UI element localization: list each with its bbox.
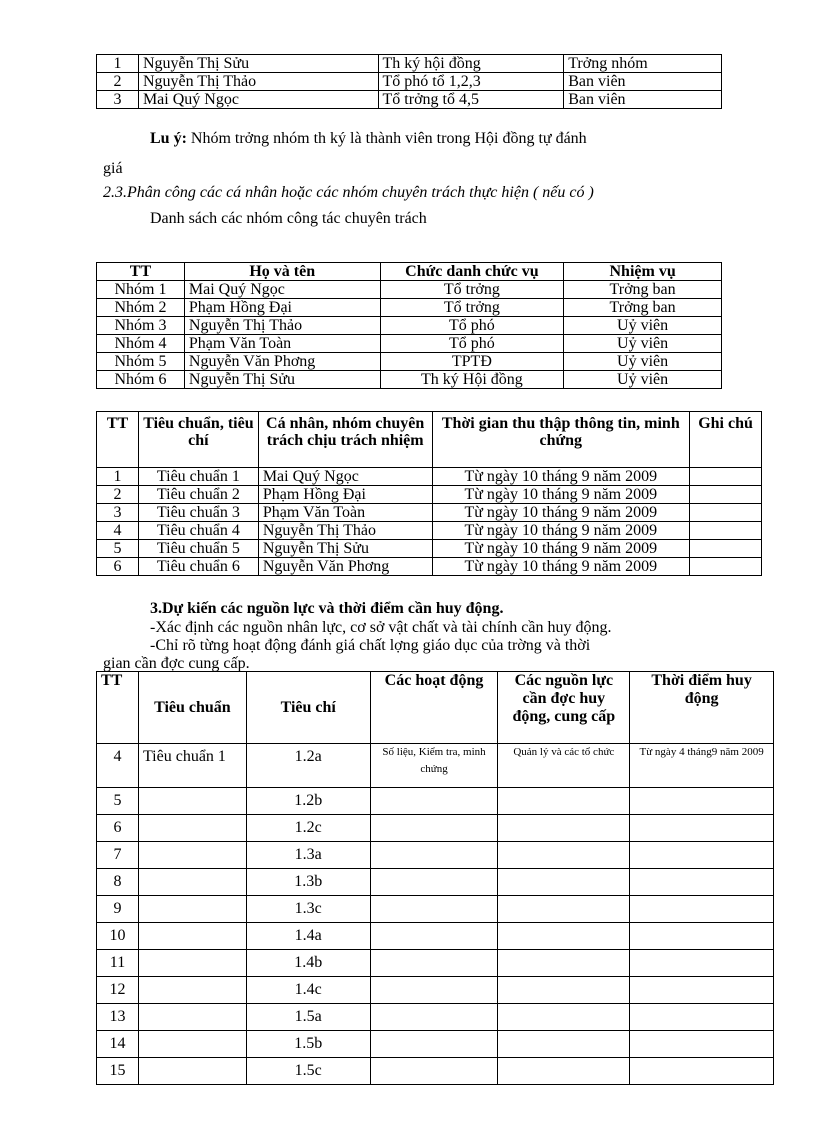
resources-table — [96, 671, 774, 1085]
row-number: 3 — [97, 504, 139, 522]
member-position: Tổ phó tổ 1,2,3 — [378, 73, 564, 91]
section-3-line1: -Xác định các nguồn nhân lực, cơ sở vật chất và tài chính cần huy động. — [150, 619, 612, 636]
column-header: Ghi chú — [690, 412, 762, 468]
standard-name — [138, 1004, 246, 1031]
member-position: Tổ trởng tổ 4,5 — [378, 91, 564, 109]
column-header: TT — [97, 672, 139, 744]
criterion: 1.3c — [246, 896, 370, 923]
standard-name — [138, 1058, 246, 1085]
table-row — [97, 558, 762, 576]
note-cell — [690, 486, 762, 504]
row-number: 12 — [97, 977, 139, 1004]
responsible-person: Nguyễn Thị Thảo — [258, 522, 432, 540]
column-header: Các hoạt động — [370, 672, 498, 744]
resources — [498, 896, 630, 923]
group-name: Nguyễn Thị Sửu — [184, 371, 380, 389]
note-cell — [690, 522, 762, 540]
groups-table — [96, 262, 722, 389]
standard-name — [138, 896, 246, 923]
criterion: 1.3b — [246, 869, 370, 896]
group-name: Nguyễn Thị Thảo — [184, 317, 380, 335]
group-position: Th ký Hội đồng — [380, 371, 564, 389]
column-header: TT — [97, 263, 185, 281]
group-position: Tổ trởng — [380, 299, 564, 317]
activities — [370, 1058, 498, 1085]
standard-name — [138, 977, 246, 1004]
column-header: Tiêu chuẩn — [138, 672, 246, 744]
group-position: Tổ trởng — [380, 281, 564, 299]
row-number: 7 — [97, 842, 139, 869]
section-2-3-heading: 2.3.Phân công các cá nhân hoặc các nhóm chuyên trách thực hiện ( nếu có ) — [103, 184, 594, 201]
table-row — [97, 950, 774, 977]
note-cell — [690, 504, 762, 522]
resources — [498, 923, 630, 950]
standards-table — [96, 411, 762, 576]
row-number: 10 — [97, 923, 139, 950]
mobilization-time — [630, 1058, 774, 1085]
standard-name — [138, 842, 246, 869]
row-number: 11 — [97, 950, 139, 977]
activities — [370, 842, 498, 869]
activities — [370, 923, 498, 950]
standard-name — [138, 788, 246, 815]
responsible-person: Phạm Văn Toàn — [258, 504, 432, 522]
criterion: 1.5c — [246, 1058, 370, 1085]
member-role: Ban viên — [564, 91, 722, 109]
resources — [498, 1004, 630, 1031]
activities — [370, 977, 498, 1004]
column-header: Thời gian thu thập thông tin, minh chứng — [432, 412, 690, 468]
collection-time: Từ ngày 10 tháng 9 năm 2009 — [432, 504, 690, 522]
note-label: Lu ý: — [150, 130, 187, 147]
row-number: 1 — [97, 55, 139, 73]
group-duty: Uỷ viên — [564, 335, 722, 353]
table-row — [97, 73, 722, 91]
criterion: 1.5a — [246, 1004, 370, 1031]
row-number: 3 — [97, 91, 139, 109]
table-row — [97, 1004, 774, 1031]
row-number: 4 — [97, 744, 139, 788]
row-number: 6 — [97, 815, 139, 842]
standard-name: Tiêu chuẩn 3 — [138, 504, 258, 522]
table-row — [97, 91, 722, 109]
member-name: Mai Quý Ngọc — [138, 91, 378, 109]
table-row — [97, 1031, 774, 1058]
activities — [370, 1031, 498, 1058]
table-row — [97, 55, 722, 73]
collection-time: Từ ngày 10 tháng 9 năm 2009 — [432, 558, 690, 576]
standard-name: Tiêu chuẩn 5 — [138, 540, 258, 558]
table-row — [97, 896, 774, 923]
activities — [370, 950, 498, 977]
row-number: 2 — [97, 486, 139, 504]
activities — [370, 869, 498, 896]
mobilization-time — [630, 788, 774, 815]
group-duty: Trởng ban — [564, 281, 722, 299]
table-row — [97, 317, 722, 335]
standard-name: Tiêu chuẩn 1 — [138, 468, 258, 486]
row-number: 1 — [97, 468, 139, 486]
row-number: 13 — [97, 1004, 139, 1031]
mobilization-time — [630, 950, 774, 977]
mobilization-time — [630, 1031, 774, 1058]
table-row — [97, 977, 774, 1004]
mobilization-time: Từ ngày 4 tháng9 năm 2009 — [630, 744, 774, 788]
group-position: Tổ phó — [380, 335, 564, 353]
table-row — [97, 371, 722, 389]
note-continuation: giá — [103, 160, 123, 177]
mobilization-time — [630, 896, 774, 923]
group-name: Mai Quý Ngọc — [184, 281, 380, 299]
responsible-person: Phạm Hồng Đại — [258, 486, 432, 504]
activities — [370, 815, 498, 842]
column-header: Tiêu chí — [246, 672, 370, 744]
row-number: 2 — [97, 73, 139, 91]
member-position: Th ký hội đồng — [378, 55, 564, 73]
group-duty: Uỷ viên — [564, 371, 722, 389]
column-header: Các nguồn lực cần đợc huy động, cung cấp — [498, 672, 630, 744]
column-header: Nhiệm vụ — [564, 263, 722, 281]
row-number: 5 — [97, 788, 139, 815]
table-row — [97, 281, 722, 299]
group-name: Nguyễn Văn Phơng — [184, 353, 380, 371]
group-name: Phạm Văn Toàn — [184, 335, 380, 353]
row-number: 8 — [97, 869, 139, 896]
criterion: 1.5b — [246, 1031, 370, 1058]
responsible-person: Nguyễn Văn Phơng — [258, 558, 432, 576]
mobilization-time — [630, 815, 774, 842]
group-id: Nhóm 3 — [97, 317, 185, 335]
column-header: TT — [97, 412, 139, 468]
note-paragraph — [150, 130, 587, 148]
group-name: Phạm Hồng Đại — [184, 299, 380, 317]
table-row — [97, 522, 762, 540]
collection-time: Từ ngày 10 tháng 9 năm 2009 — [432, 486, 690, 504]
column-header: Chức danh chức vụ — [380, 263, 564, 281]
table-row — [97, 504, 762, 522]
collection-time: Từ ngày 10 tháng 9 năm 2009 — [432, 522, 690, 540]
column-header: Họ và tên — [184, 263, 380, 281]
resources — [498, 950, 630, 977]
note-cell — [690, 558, 762, 576]
standard-name: Tiêu chuẩn 1 — [138, 744, 246, 788]
criterion: 1.4c — [246, 977, 370, 1004]
note-cell — [690, 540, 762, 558]
resources — [498, 788, 630, 815]
table-row — [97, 869, 774, 896]
row-number: 9 — [97, 896, 139, 923]
collection-time: Từ ngày 10 tháng 9 năm 2009 — [432, 468, 690, 486]
standard-name: Tiêu chuẩn 4 — [138, 522, 258, 540]
group-id: Nhóm 6 — [97, 371, 185, 389]
criterion: 1.4b — [246, 950, 370, 977]
table-row — [97, 788, 774, 815]
table-row — [97, 1058, 774, 1085]
mobilization-time — [630, 923, 774, 950]
resources — [498, 1031, 630, 1058]
resources — [498, 815, 630, 842]
row-number: 14 — [97, 1031, 139, 1058]
mobilization-time — [630, 1004, 774, 1031]
row-number: 6 — [97, 558, 139, 576]
column-header: Tiêu chuẩn, tiêu chí — [138, 412, 258, 468]
table-row — [97, 299, 722, 317]
group-position: Tổ phó — [380, 317, 564, 335]
activities — [370, 1004, 498, 1031]
mobilization-time — [630, 869, 774, 896]
member-role: Trởng nhóm — [564, 55, 722, 73]
criterion: 1.4a — [246, 923, 370, 950]
member-name: Nguyễn Thị Thảo — [138, 73, 378, 91]
table-row — [97, 815, 774, 842]
responsible-person: Mai Quý Ngọc — [258, 468, 432, 486]
standard-name: Tiêu chuẩn 2 — [138, 486, 258, 504]
section-3-heading: 3.Dự kiến các nguồn lực và thời điểm cần huy động. — [150, 600, 504, 617]
standard-name — [138, 923, 246, 950]
group-id: Nhóm 4 — [97, 335, 185, 353]
section-3-line3: gian cần đợc cung cấp. — [103, 655, 250, 672]
resources — [498, 869, 630, 896]
member-name: Nguyễn Thị Sửu — [138, 55, 378, 73]
resources — [498, 1058, 630, 1085]
row-number: 4 — [97, 522, 139, 540]
section-3-line2: -Chỉ rõ từng hoạt động đánh giá chất lợng giáo dục của trờng và thời — [150, 637, 591, 654]
mobilization-time — [630, 977, 774, 1004]
group-duty: Uỷ viên — [564, 353, 722, 371]
table-row — [97, 486, 762, 504]
table-row — [97, 842, 774, 869]
standard-name — [138, 815, 246, 842]
column-header: Thời điểm huy động — [630, 672, 774, 744]
table-row — [97, 335, 722, 353]
criterion: 1.2c — [246, 815, 370, 842]
resources — [498, 977, 630, 1004]
group-position: TPTĐ — [380, 353, 564, 371]
column-header: Cá nhân, nhóm chuyên trách chịu trách nhiệm — [258, 412, 432, 468]
criterion: 1.2b — [246, 788, 370, 815]
committee-table — [96, 54, 722, 109]
group-duty: Uỷ viên — [564, 317, 722, 335]
groups-intro: Danh sách các nhóm công tác chuyên trách — [150, 210, 427, 227]
group-id: Nhóm 2 — [97, 299, 185, 317]
standard-name: Tiêu chuẩn 6 — [138, 558, 258, 576]
standard-name — [138, 1031, 246, 1058]
row-number: 5 — [97, 540, 139, 558]
group-id: Nhóm 5 — [97, 353, 185, 371]
table-row — [97, 744, 774, 788]
collection-time: Từ ngày 10 tháng 9 năm 2009 — [432, 540, 690, 558]
standard-name — [138, 869, 246, 896]
table-row — [97, 540, 762, 558]
resources — [498, 842, 630, 869]
row-number: 15 — [97, 1058, 139, 1085]
table-row — [97, 353, 722, 371]
member-role: Ban viên — [564, 73, 722, 91]
criterion: 1.3a — [246, 842, 370, 869]
group-duty: Trởng ban — [564, 299, 722, 317]
note-cell — [690, 468, 762, 486]
criterion: 1.2a — [246, 744, 370, 788]
resources: Quản lý và các tổ chức — [498, 744, 630, 788]
group-id: Nhóm 1 — [97, 281, 185, 299]
responsible-person: Nguyễn Thị Sửu — [258, 540, 432, 558]
table-row — [97, 468, 762, 486]
standard-name — [138, 950, 246, 977]
activities — [370, 896, 498, 923]
activities: Số liệu, Kiểm tra, minh chứng — [370, 744, 498, 788]
note-text: Nhóm trởng nhóm th ký là thành viên trong Hội đồng tự đánh — [186, 130, 587, 147]
activities — [370, 788, 498, 815]
table-row — [97, 923, 774, 950]
mobilization-time — [630, 842, 774, 869]
